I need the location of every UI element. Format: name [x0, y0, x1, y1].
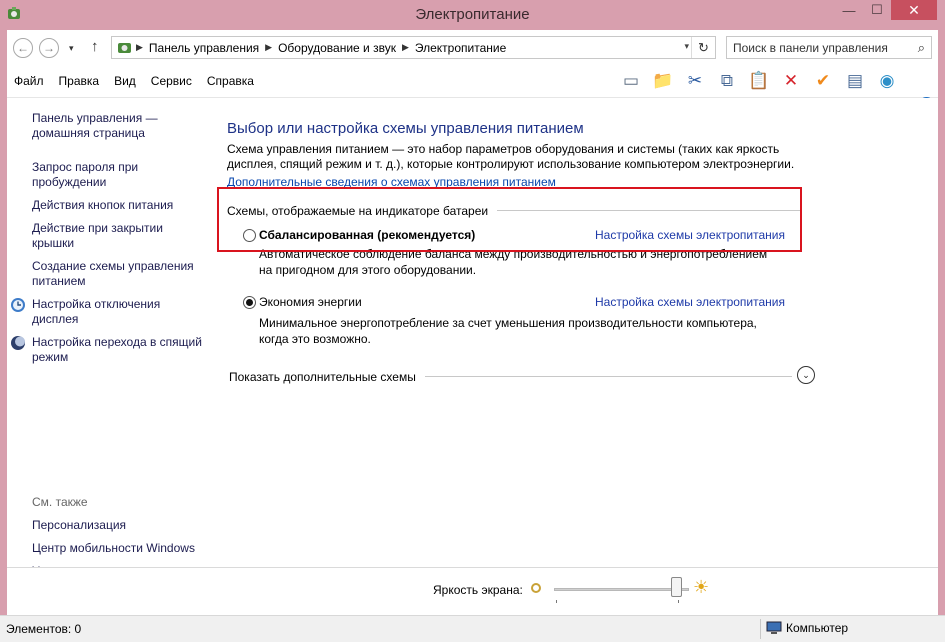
cut-icon[interactable]: ✂: [687, 71, 703, 90]
close-button[interactable]: ✕: [891, 0, 937, 20]
change-plan-settings-link[interactable]: Настройка схемы электропитания: [595, 295, 785, 309]
window-title: Электропитание: [415, 6, 530, 23]
maximize-button[interactable]: ☐: [871, 2, 883, 17]
window-controls: [835, 0, 937, 22]
sidebar-item-mobility-center[interactable]: Центр мобильности Windows: [32, 541, 195, 555]
menu-tools[interactable]: Сервис: [150, 74, 192, 88]
folder-options-icon[interactable]: 📁: [652, 71, 674, 90]
divider: [425, 376, 792, 377]
menu-file[interactable]: Файл: [14, 74, 44, 88]
up-button[interactable]: ↑: [91, 38, 99, 55]
sidebar-item-lid-close[interactable]: Действие при закрытии крышки: [32, 221, 163, 250]
display-clock-icon: [10, 297, 26, 313]
title-bar: [0, 0, 945, 30]
view-icon[interactable]: ▭: [622, 71, 640, 90]
breadcrumb-separator[interactable]: ▶: [136, 42, 143, 52]
breadcrumb-control-panel[interactable]: Панель управления: [148, 40, 260, 55]
change-plan-settings-link[interactable]: Настройка схемы электропитания: [595, 228, 785, 242]
menu-toolbar-row: [7, 65, 938, 98]
search-input[interactable]: [727, 37, 907, 58]
check-icon[interactable]: ✔: [815, 71, 831, 90]
content-area: [7, 98, 938, 615]
slider-tick: [678, 600, 679, 603]
address-dropdown-icon[interactable]: ▾: [684, 41, 689, 51]
sidebar-item-sleep[interactable]: Настройка перехода в спящий режим: [32, 335, 202, 364]
location-label: Компьютер: [786, 621, 849, 635]
plan-radio-power-saver[interactable]: [243, 296, 256, 309]
see-also-heading: См. также: [32, 495, 88, 509]
computer-icon: [766, 621, 782, 635]
intro-text: Схема управления питанием — это набор параметров оборудования и системы (таких как яркость дисплея, спящий режим и т. д.), которые контролируют использование компьютером электроэнергии.: [227, 142, 795, 171]
brightness-bar: [7, 567, 938, 615]
refresh-button[interactable]: ↻: [691, 37, 715, 58]
shell-icon[interactable]: ◉: [879, 71, 895, 90]
sleep-moon-icon: [10, 335, 26, 351]
page-title: Выбор или настройка схемы управления питанием: [227, 120, 584, 137]
sidebar-item-personalization[interactable]: Персонализация: [32, 518, 127, 532]
items-count: Элементов: 0: [6, 622, 82, 636]
control-panel-icon: [116, 40, 134, 56]
sidebar-item-power-buttons[interactable]: Действия кнопок питания: [32, 198, 174, 212]
breadcrumb-separator[interactable]: ▶: [401, 42, 409, 52]
sidebar-item-wakeup-password[interactable]: Запрос пароля при пробуждении: [32, 160, 139, 189]
breadcrumb-hardware-and-sound[interactable]: Оборудование и звук: [278, 40, 396, 55]
brightness-label: Яркость экрана:: [433, 583, 523, 597]
minimize-button[interactable]: —: [842, 2, 856, 18]
sidebar-item-home[interactable]: Панель управления — домашняя страница: [32, 111, 158, 140]
back-button[interactable]: ←: [13, 38, 33, 58]
menu-view[interactable]: Вид: [114, 74, 136, 88]
brightness-slider-track[interactable]: [554, 588, 689, 591]
forward-button[interactable]: →: [39, 38, 59, 58]
sidebar-item-create-plan[interactable]: Создание схемы управления питанием: [32, 259, 194, 288]
more-info-link[interactable]: Дополнительные сведения о схемах управления питанием: [227, 175, 556, 189]
address-bar[interactable]: [111, 36, 716, 59]
plan-description: Минимальное энергопотребление за счет уменьшения производительности компьютера, когда это возможно.: [259, 316, 757, 346]
toolbar: [619, 69, 907, 93]
properties-icon[interactable]: ▤: [846, 71, 864, 90]
status-bar: [0, 615, 945, 642]
divider: [760, 619, 761, 639]
plan-name[interactable]: Сбалансированная (рекомендуется): [259, 228, 476, 242]
sidebar-item-display-off[interactable]: Настройка отключения дисплея: [32, 297, 161, 326]
paste-icon[interactable]: 📋: [748, 71, 770, 90]
breadcrumb-power-options[interactable]: Электропитание: [414, 40, 507, 55]
show-additional-plans-label[interactable]: Показать дополнительные схемы: [229, 370, 416, 384]
highlight-box: [217, 187, 802, 252]
expand-chevron-icon[interactable]: ⌄: [797, 366, 815, 384]
bright-sun-icon: ☀: [693, 577, 710, 597]
plan-description: Автоматическое соблюдение баланса между производительностью и энергопотреблением на пригодном для этого оборудовании.: [259, 247, 768, 277]
plan-name[interactable]: Экономия энергии: [259, 295, 362, 309]
history-dropdown-icon[interactable]: ▾: [69, 43, 74, 53]
status-location: [766, 621, 848, 635]
navigation-bar: [7, 30, 938, 65]
sidebar: [7, 98, 207, 615]
slider-tick: [556, 600, 557, 603]
search-icon[interactable]: ⌕: [917, 40, 925, 55]
menu-edit[interactable]: Правка: [58, 74, 100, 88]
search-box: [726, 36, 932, 59]
dim-brightness-icon: [531, 583, 541, 593]
brightness-slider-thumb[interactable]: [671, 577, 682, 597]
copy-icon[interactable]: ⧉: [720, 71, 734, 90]
breadcrumb-separator[interactable]: ▶: [265, 42, 273, 52]
delete-icon[interactable]: ✕: [783, 71, 799, 90]
battery-plans-header: Схемы, отображаемые на индикаторе батареи: [227, 204, 489, 218]
menu-bar: [14, 74, 269, 88]
menu-help[interactable]: Справка: [206, 74, 254, 88]
